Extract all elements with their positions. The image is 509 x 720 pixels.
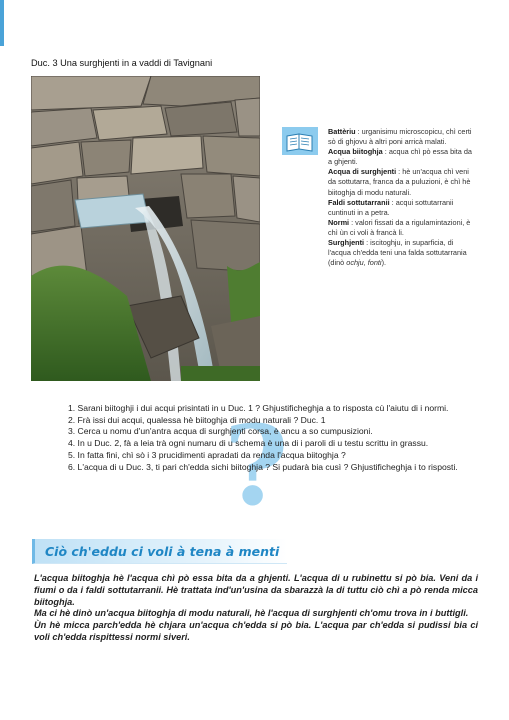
question-item: 1. Sarani biitoghji i dui acqui prisintati in u Duc. 1 ? Ghjustificheghja a to risposta cù l'aiutu di i normi. — [68, 403, 449, 413]
glossary-definition: : urganisimu microscopicu, chì certi sò di ghjovu à altri poni arricà malati. — [328, 127, 472, 147]
spring-photo — [31, 76, 260, 381]
summary-paragraph: Ùn hè micca parch'edda hè chjara un'acqua ch'edda si pò bia. L'acqua par ch'edda si pudissi bia ci voli ch'edda rispittessi normi siveri. — [34, 620, 478, 642]
question-mark-decoration: ? — [224, 401, 289, 530]
question-item: 6. L'acqua di u Duc. 3, ti pari ch'edda sichi biitoghja ? Si pudarà bia cusì ? Ghjustificheghja i to risposti. — [68, 461, 458, 472]
question-item: 3. Cerca u nomu d'un'antra acqua di surghjenti corsa, è ancu a so cumpusizioni. — [68, 426, 373, 437]
summary-text — [34, 573, 478, 644]
glossary-definition: : acqui sottutarranii cuntinuti in a petra. — [328, 197, 454, 217]
top-accent-stripe — [0, 0, 4, 46]
glossary-term: Acqua biitoghja — [328, 147, 383, 157]
glossary-definition: : acqua chì pò essa bita da a ghjenti. — [328, 147, 472, 167]
glossary-definition: : hè un'acqua chì veni da sottutarra, franca da a puluzioni, è chì hè biitoghja di modu naturali. — [328, 167, 471, 197]
question-item: 2. Frà issi dui acqui, qualessa hè biitoghja di modu naturali ? Duc. 1 — [68, 414, 326, 425]
glossary-entry — [328, 127, 478, 147]
summary-paragraph: L'acqua biitoghja hè l'acqua chì pò essa bita da a ghjenti. L'acqua di u rubinettu si pò bia. Veni da i fiumi o da i faldi sottutarranii. Hè trattata ind'un'usina da sbarazzà la di tuttu ciò chì a pò renda micca biitoghja. — [34, 573, 478, 607]
document-caption: Duc. 3 Una surghjenti in a vaddi di Tavignani — [31, 58, 213, 68]
glossary — [328, 127, 478, 268]
glossary-synonyms: ochju, fonti — [346, 258, 382, 268]
glossary-term: Battèriu — [328, 127, 356, 136]
section-title: Ciò ch'eddu ci voli à tena à menti — [45, 544, 280, 559]
glossary-entry — [328, 167, 478, 197]
glossary-tail: ). — [381, 258, 387, 268]
summary-paragraph: Ma ci hè dinò un'acqua biitoghja di modu naturali, hè l'acqua di surghjenti ch'omu trova in i buttigli. — [34, 608, 469, 619]
glossary-entry — [328, 218, 478, 238]
glossary-definition: : valori fissati da a rigulamintazioni, è chì ùn ci voli à francà li. — [328, 217, 471, 237]
question-list — [68, 403, 458, 473]
glossary-entry — [328, 147, 478, 167]
glossary-entry — [328, 238, 478, 268]
book-icon — [282, 127, 318, 155]
question-item: 4. In u Duc. 2, fà a leia trà ogni numaru di u schema è una di i paroli di u testu scrittu in grassu. — [68, 438, 429, 449]
question-item: 5. In fatta fini, chì sò i 3 prucidimenti apradati da renda l'acqua biitoghja ? — [68, 449, 346, 460]
section-header-box — [32, 539, 287, 564]
glossary-term: Normi — [328, 217, 350, 227]
glossary-term: Acqua di surghjenti — [328, 167, 397, 177]
glossary-definition: : iscitoghju, in suparficia, di l'acqua ch'edda teni una falda sottutarrania (dinò — [328, 238, 467, 268]
glossary-term: Faldi sottutarranii — [328, 197, 390, 207]
glossary-term: Surghjenti — [328, 238, 365, 248]
glossary-entry — [328, 198, 478, 218]
